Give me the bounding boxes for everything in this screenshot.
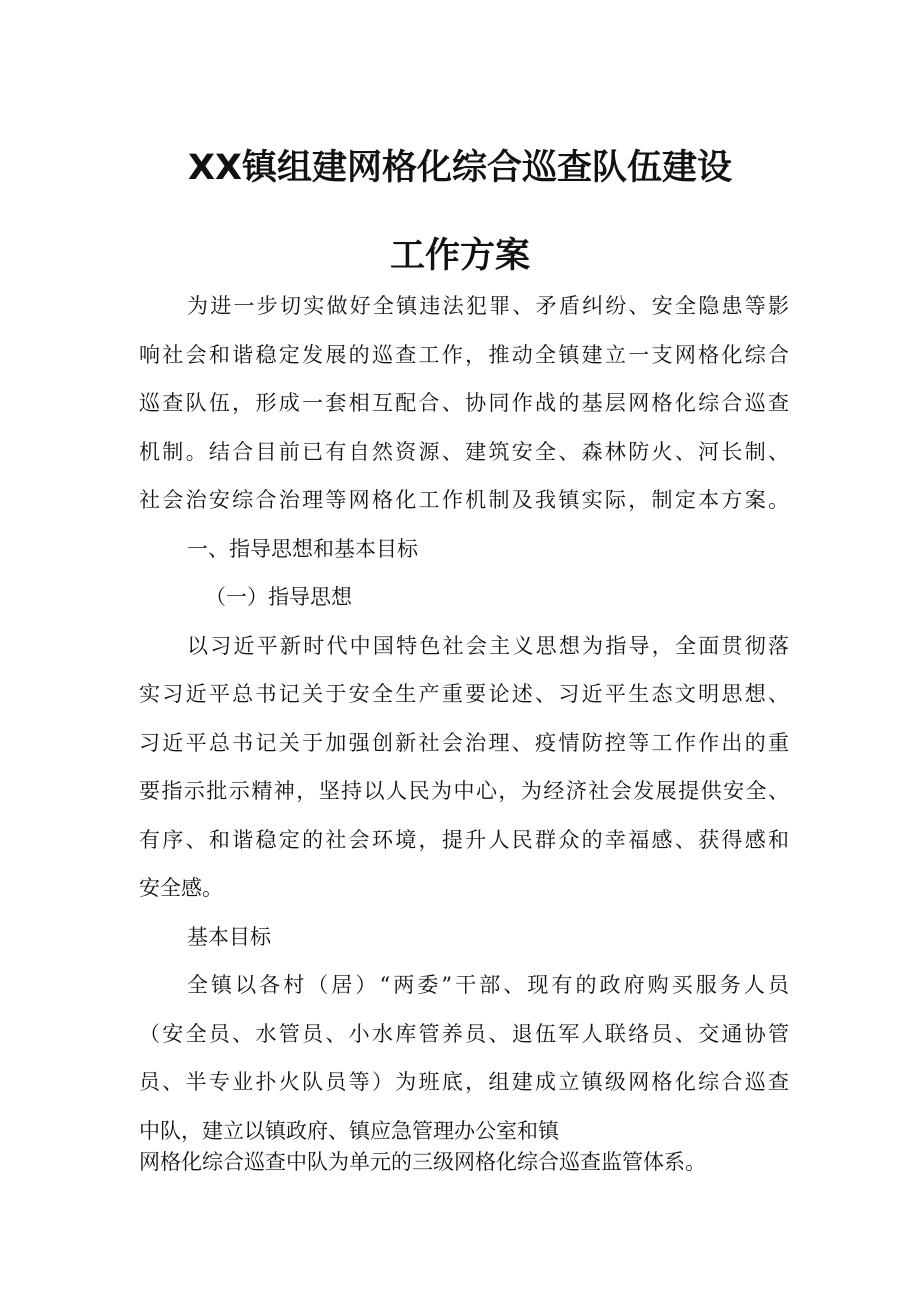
paragraph-line: 巡查队伍，形成一套相互配合、协同作战的基层网格化综合巡查 [139,391,789,415]
paragraph-line: 习近平总书记关于加强创新社会治理、疫情防控等工作作出的重 [139,730,789,755]
document-title-line-2: 工作方案 [389,236,530,276]
document-body [139,282,789,1181]
paragraph-line: 为进一步切实做好全镇违法犯罪、矛盾纠纷、安全隐患等影 [187,294,789,318]
paragraph-line: 员、半专业扑火队员等）为班底，组建成立镇级网格化综合巡查 [139,1070,789,1094]
document-title-line-1: XX镇组建网格化综合巡查队伍建设 [188,148,732,188]
paragraph-line: 安全感。 [139,876,223,900]
paragraph-line: （安全员、水管员、小水库管养员、退伍军人联络员、交通协管 [139,1021,789,1046]
paragraph-line: 社会治安综合治理等网格化工作机制及我镇实际，制定本方案。 [139,488,789,512]
paragraph-line: 网格化综合巡查中队为单元的三级网格化综合巡查监管体系。 [139,1150,706,1174]
section-heading: 一、指导思想和基本目标 [187,536,418,561]
subsection-heading: 基本目标 [187,924,271,949]
paragraph-line: 要指示批示精神，坚持以人民为中心，为经济社会发展提供安全、 [139,779,789,803]
paragraph-line: 有序、和谐稳定的社会环境，提升人民群众的幸福感、获得感和 [139,827,789,852]
paragraph-line: 以习近平新时代中国特色社会主义思想为指导，全面贯彻落 [187,633,789,658]
subsection-heading: （一）指导思想 [205,585,352,609]
paragraph-line: 机制。结合目前已有自然资源、建筑安全、森林防火、河长制、 [139,439,789,464]
paragraph-line: 全镇以各村（居）“两委”干部、现有的政府购买服务人员 [187,973,789,997]
paragraph-line: 响社会和谐稳定发展的巡查工作，推动全镇建立一支网格化综合 [139,342,789,367]
paragraph-line: 中队，建立以镇政府、镇应急管理办公室和镇 [139,1118,559,1143]
paragraph-line: 实习近平总书记关于安全生产重要论述、习近平生态文明思想、 [139,682,789,706]
